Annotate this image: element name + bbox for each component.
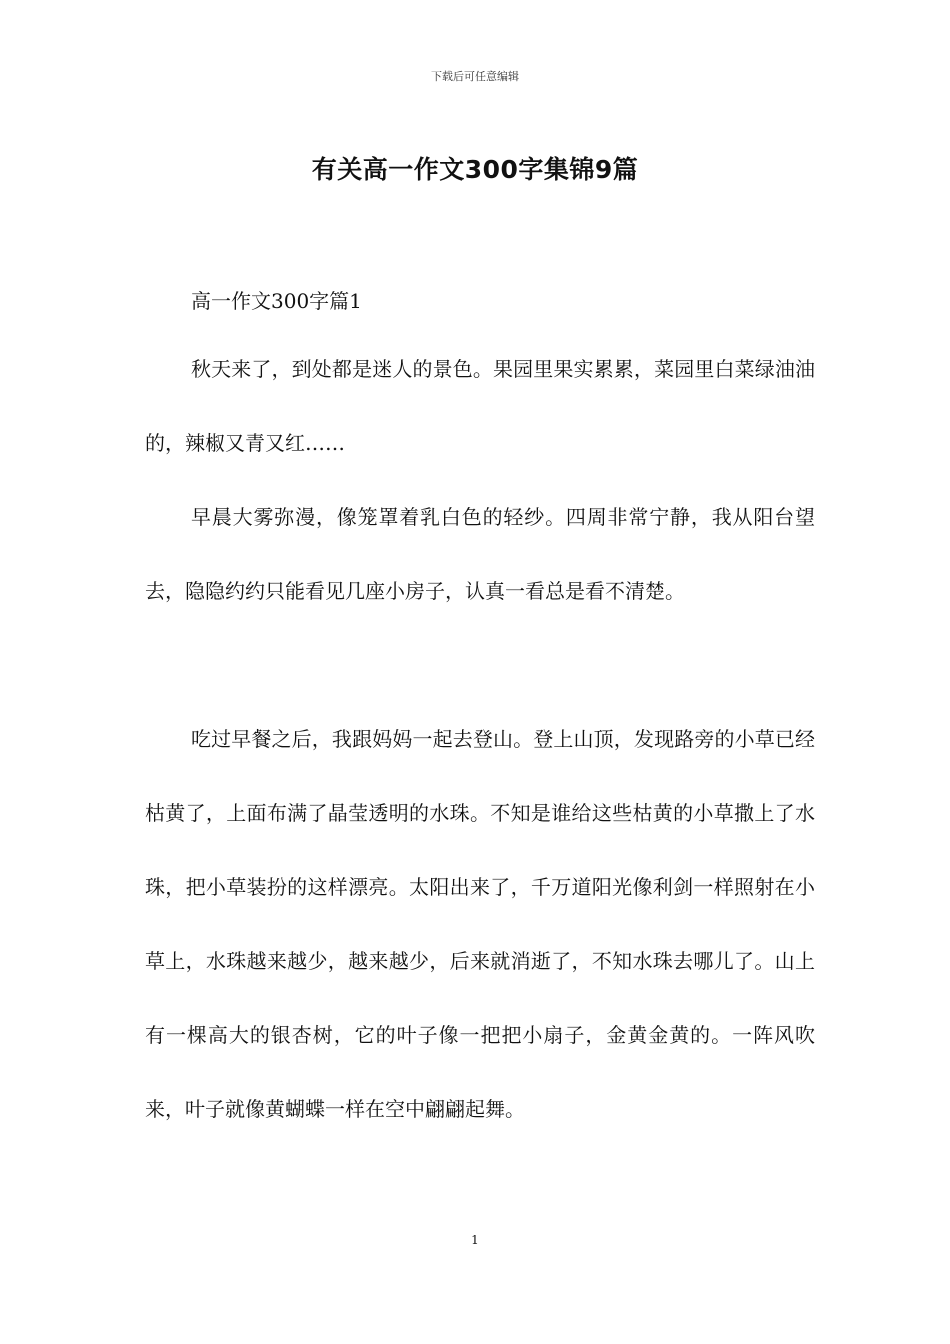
header-note: 下载后可任意编辑 — [431, 70, 519, 83]
paragraph-2: 早晨大雾弥漫，像笼罩着乳白色的轻纱。四周非常宁静，我从阳台望去，隐隐约约只能看见几座小房子，认真一看总是看不清楚。 — [145, 505, 815, 603]
document-title: 有关高一作文300字集锦9篇 — [311, 155, 639, 184]
page-number: 1 — [471, 1233, 479, 1247]
document-body — [145, 270, 815, 1146]
paragraph-spacer — [145, 628, 815, 702]
paragraph-3: 吃过早餐之后，我跟妈妈一起去登山。登上山顶，发现路旁的小草已经枯黄了，上面布满了晶莹透明的水珠。不知是谁给这些枯黄的小草撒上了水珠，把小草装扮的这样漂亮。太阳出来了，千万道阳光像利剑一样照射在小草上，水珠越来越少，越来越少，后来就消逝了，不知水珠去哪儿了。山上有一棵高大的银杏树，它的叶子像一把把小扇子，金黄金黄的。一阵风吹来，叶子就像黄蝴蝶一样在空中翩翩起舞。 — [145, 727, 815, 1121]
section-heading: 高一作文300字篇1 — [191, 289, 362, 313]
paragraph-1: 秋天来了，到处都是迷人的景色。果园里果实累累，菜园里白菜绿油油的，辣椒又青又红…… — [145, 357, 815, 455]
